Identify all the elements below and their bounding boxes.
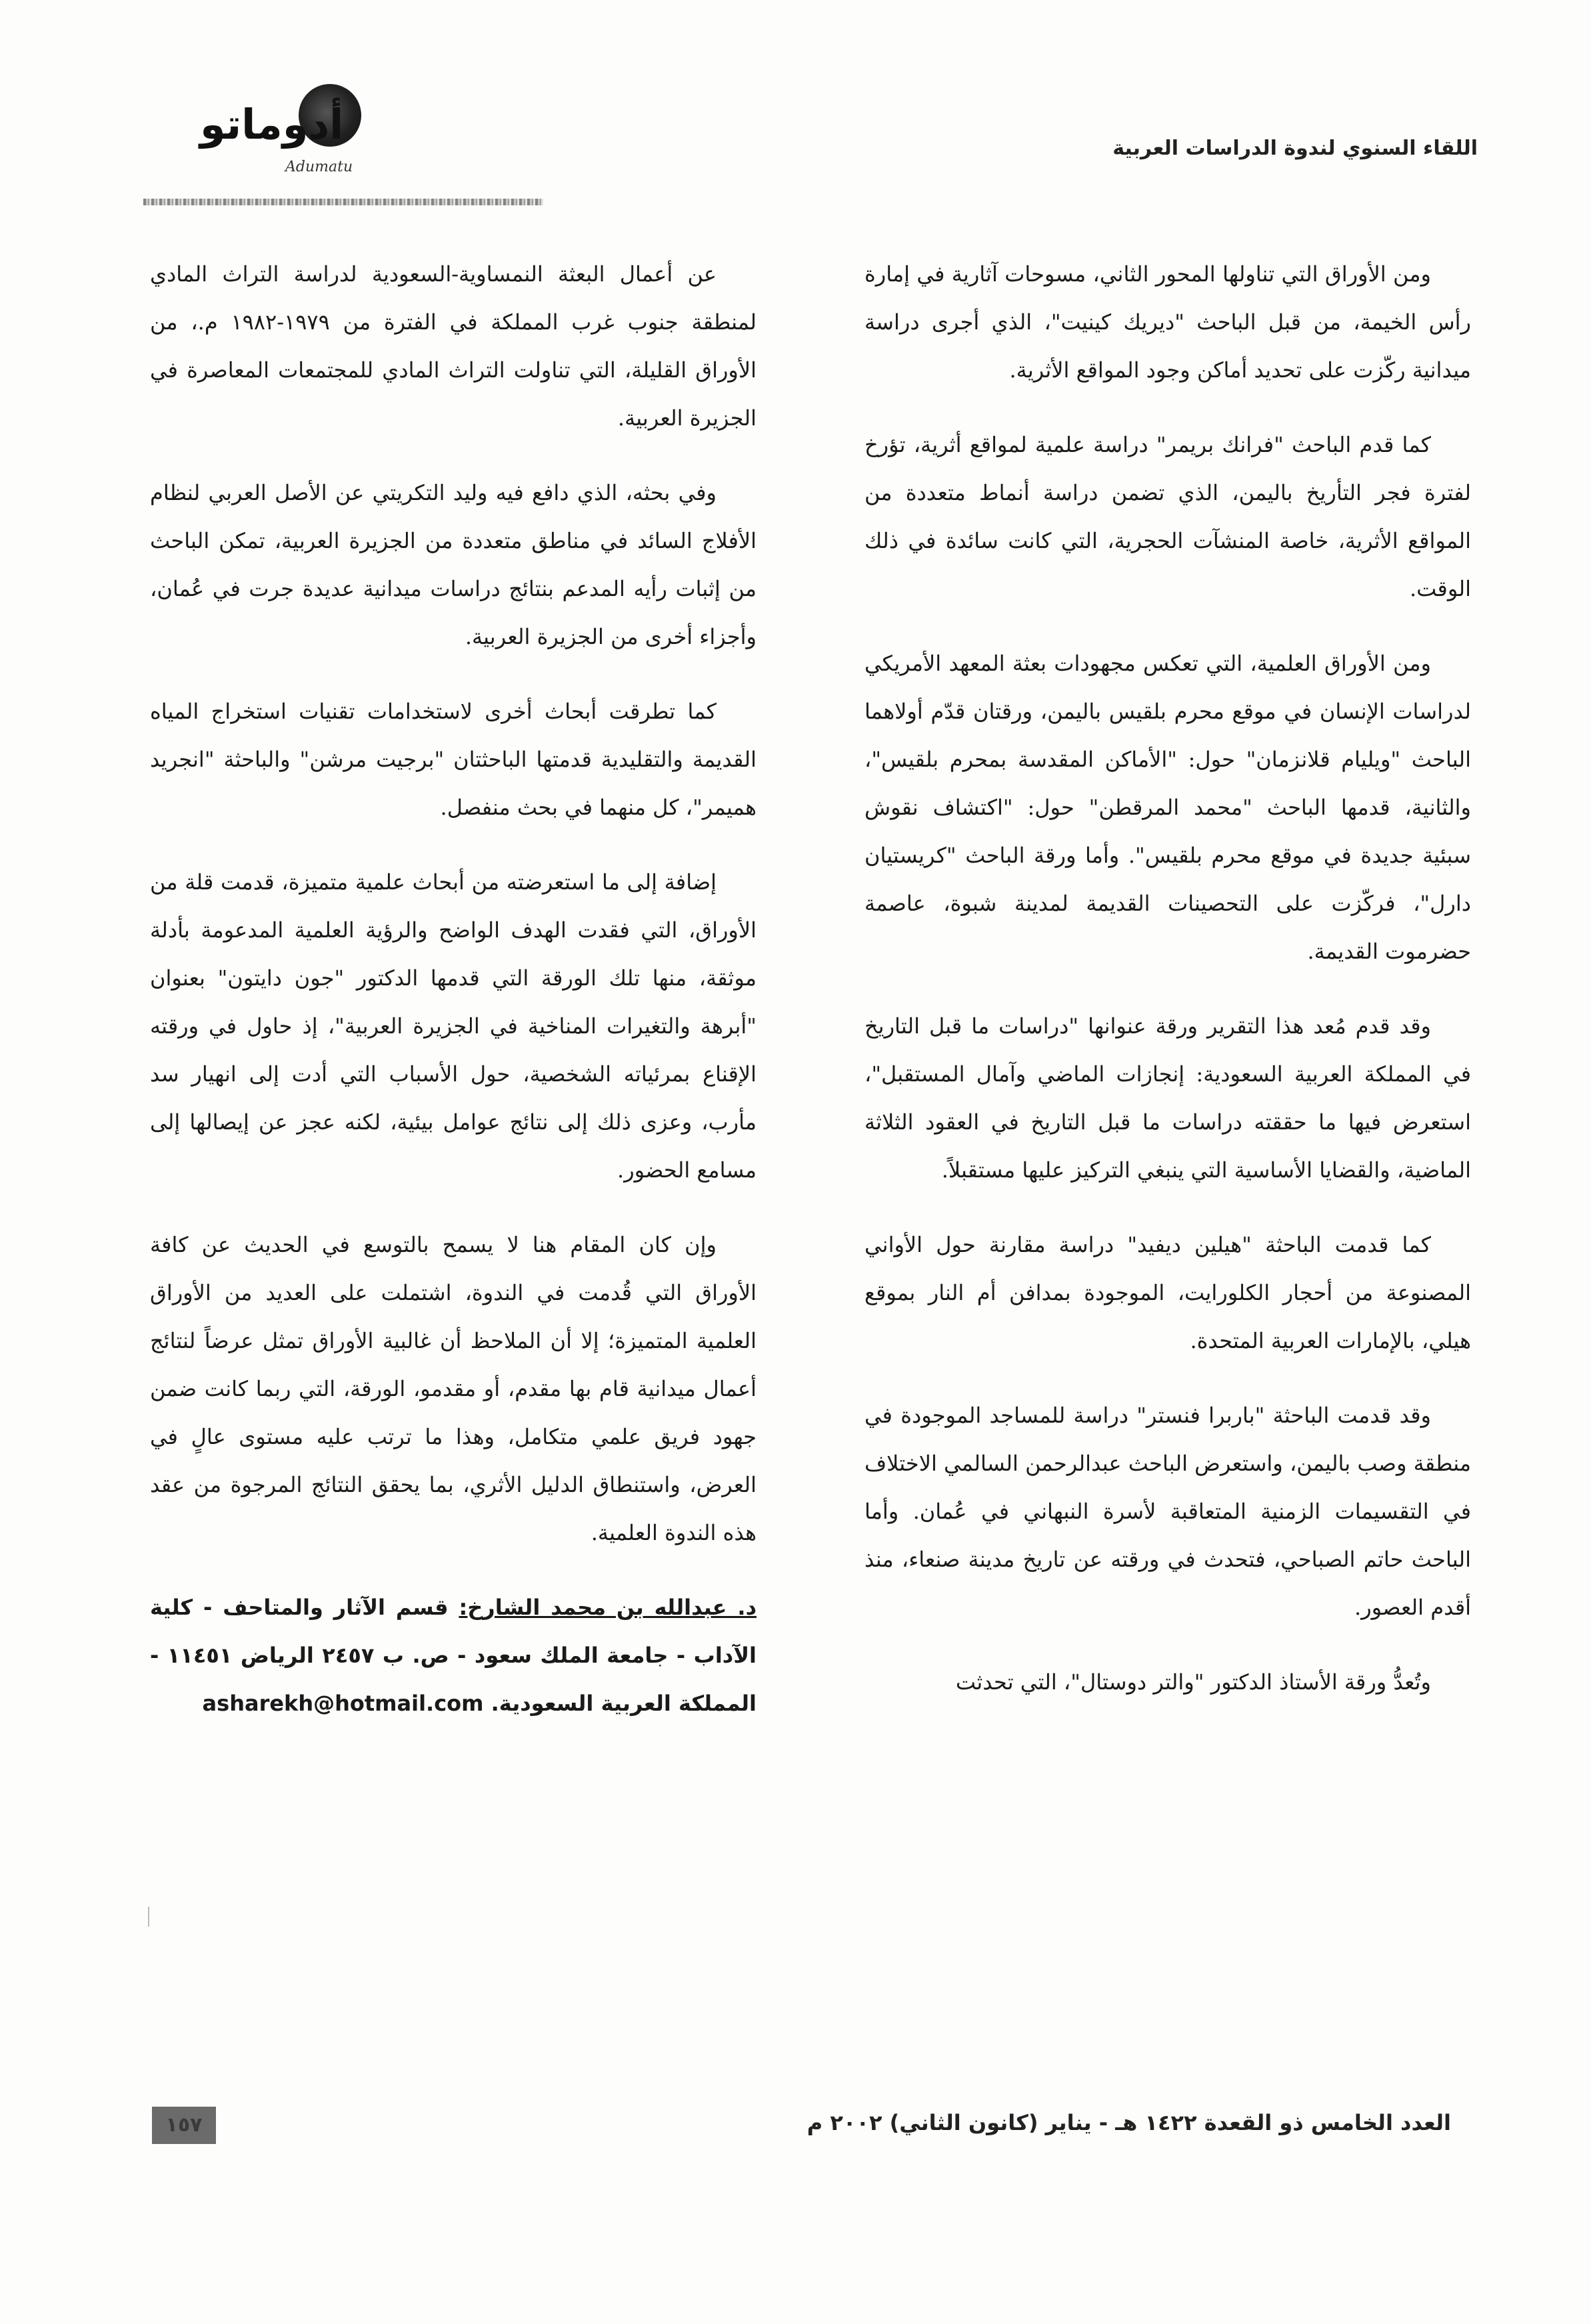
paragraph: وفي بحثه، الذي دافع فيه وليد التكريتي عن الأصل العربي لنظام الأفلاج السائد في مناطق متعددة من الجزيرة العربية، تمكن الباحث من إثبات رأيه المدعم بنتائج دراسات ميدانية عديدة جرت في عُمان، وأجزاء أخرى من الجزيرة العربية. xyxy=(150,480,757,649)
margin-mark xyxy=(148,1907,149,1927)
header-divider xyxy=(143,199,543,205)
journal-logo xyxy=(200,80,367,193)
issue-footer: العدد الخامس ذو القعدة ١٤٢٢ هـ - يناير (كانون الثاني) ٢٠٠٢ م xyxy=(806,2110,1451,2135)
paragraph: كما تطرقت أبحاث أخرى لاستخدامات تقنيات استخراج المياه القديمة والتقليدية قدمتها الباحثتان "برجيت مرشن" والباحثة "انجريد هميمر"، كل منهما في بحث منفصل. xyxy=(150,699,757,820)
logo-arabic-text: أدوماتو xyxy=(200,100,344,149)
paragraph: وتُعدُّ ورقة الأستاذ الدكتور "والتر دوستال"، التي تحدثت xyxy=(955,1669,1431,1695)
right-column xyxy=(864,250,1471,1733)
logo-latin-text: Adumatu xyxy=(285,159,353,175)
author-email: asharekh@hotmail.com xyxy=(202,1691,484,1716)
running-header-title: اللقاء السنوي لندوة الدراسات العربية xyxy=(1112,137,1478,160)
paragraph: كما قدمت الباحثة "هيلين ديفيد" دراسة مقارنة حول الأواني المصنوعة من أحجار الكلورايت، الموجودة بمدافن أم النار بموقع هيلي، بالإمارات العربية المتحدة. xyxy=(864,1232,1471,1353)
author-name: د. عبدالله بن محمد الشارخ: xyxy=(459,1595,757,1620)
paragraph: عن أعمال البعثة النمساوية-السعودية لدراسة التراث المادي لمنطقة جنوب غرب المملكة في الفترة من ١٩٧٩-١٩٨٢ م.، من الأوراق القليلة، التي تناولت التراث المادي للمجتمعات المعاصرة في الجزيرة العربية. xyxy=(150,261,757,431)
paragraph: وقد قدم مُعد هذا التقرير ورقة عنوانها "دراسات ما قبل التاريخ في المملكة العربية السعودية: إنجازات الماضي وآمال المستقبل"، استعرض فيها ما حققته دراسات ما قبل التاريخ في العقود الثلاثة الماضية، والقضايا الأساسية التي ينبغي التركيز عليها مستقبلاً. xyxy=(864,1013,1472,1183)
author-affiliation: قسم الآثار والمتاحف - كلية الآداب - جامعة الملك سعود - ص. ب ٢٤٥٧ الرياض ١١٤٥١ - المملكة العربية السعودية. xyxy=(150,1595,757,1716)
left-column xyxy=(150,250,757,1727)
paragraph: كما قدم الباحث "فرانك بريمر" دراسة علمية لمواقع أثرية، تؤرخ لفترة فجر التأريخ باليمن، الذي تضمن دراسة أنماط متعددة من المواقع الأثرية، خاصة المنشآت الحجرية، التي كانت سائدة في ذلك الوقت. xyxy=(864,432,1472,601)
paragraph: ومن الأوراق التي تناولها المحور الثاني، مسوحات آثارية في إمارة رأس الخيمة، من قبل الباحث "ديريك كينيت"، الذي أجرى دراسة ميدانية ركّزت على تحديد أماكن وجود المواقع الأثرية. xyxy=(864,261,1472,383)
page-number: ١٥٧ xyxy=(152,2107,216,2144)
paragraph: وقد قدمت الباحثة "باربرا فنستر" دراسة للمساجد الموجودة في منطقة وصب باليمن، واستعرض الباحث عبدالرحمن السالمي الاختلاف في التقسيمات الزمنية المتعاقبة لأسرة النبهاني في عُمان. وأما الباحث حاتم الصباحي، فتحدث في ورقته عن تاريخ مدينة صنعاء، منذ أقدم العصور. xyxy=(864,1403,1471,1620)
paragraph: ومن الأوراق العلمية، التي تعكس مجهودات بعثة المعهد الأمريكي لدراسات الإنسان في موقع محرم بلقيس باليمن، ورقتان قدّم أولاهما الباحث "ويليام قلانزمان" حول: "الأماكن المقدسة بمحرم بلقيس"، والثانية، قدمها الباحث "محمد المرقطن" حول: "اكتشاف نقوش سبئية جديدة في موقع محرم بلقيس". وأما ورقة الباحث "كريستيان دارل"، فركّزت على التحصينات القديمة لمدينة شبوة، عاصمة حضرموت القديمة. xyxy=(864,651,1472,964)
author-credit xyxy=(150,1583,757,1727)
paragraph: وإن كان المقام هنا لا يسمح بالتوسع في الحديث عن كافة الأوراق التي قُدمت في الندوة، اشتملت على العديد من الأوراق العلمية المتميزة؛ إلا أن الملاحظ أن غالبية الأوراق تمثل عرضاً لنتائج أعمال ميدانية قام بها مقدم، أو مقدمو، الورقة، التي ربما كانت ضمن جهود فريق علمي متكامل، وهذا ما ترتب عليه مستوى عالٍ في العرض، واستنطاق الدليل الأثري، بما يحقق النتائج المرجوة من عقد هذه الندوة العلمية. xyxy=(150,1232,757,1545)
paragraph: إضافة إلى ما استعرضته من أبحاث علمية متميزة، قدمت قلة من الأوراق، التي فقدت الهدف الواضح والرؤية العلمية المدعومة بأدلة موثقة، منها تلك الورقة التي قدمها الدكتور "جون دايتون" بعنوان "أبرهة والتغيرات المناخية في الجزيرة العربية"، إذ حاول في ورقته الإقناع بمرئياته الشخصية، حول الأسباب التي أدت إلى انهيار سد مأرب، وعزى ذلك إلى نتائج عوامل بيئية، لكنه عجز عن إيصالها إلى مسامع الحضور. xyxy=(150,869,757,1183)
